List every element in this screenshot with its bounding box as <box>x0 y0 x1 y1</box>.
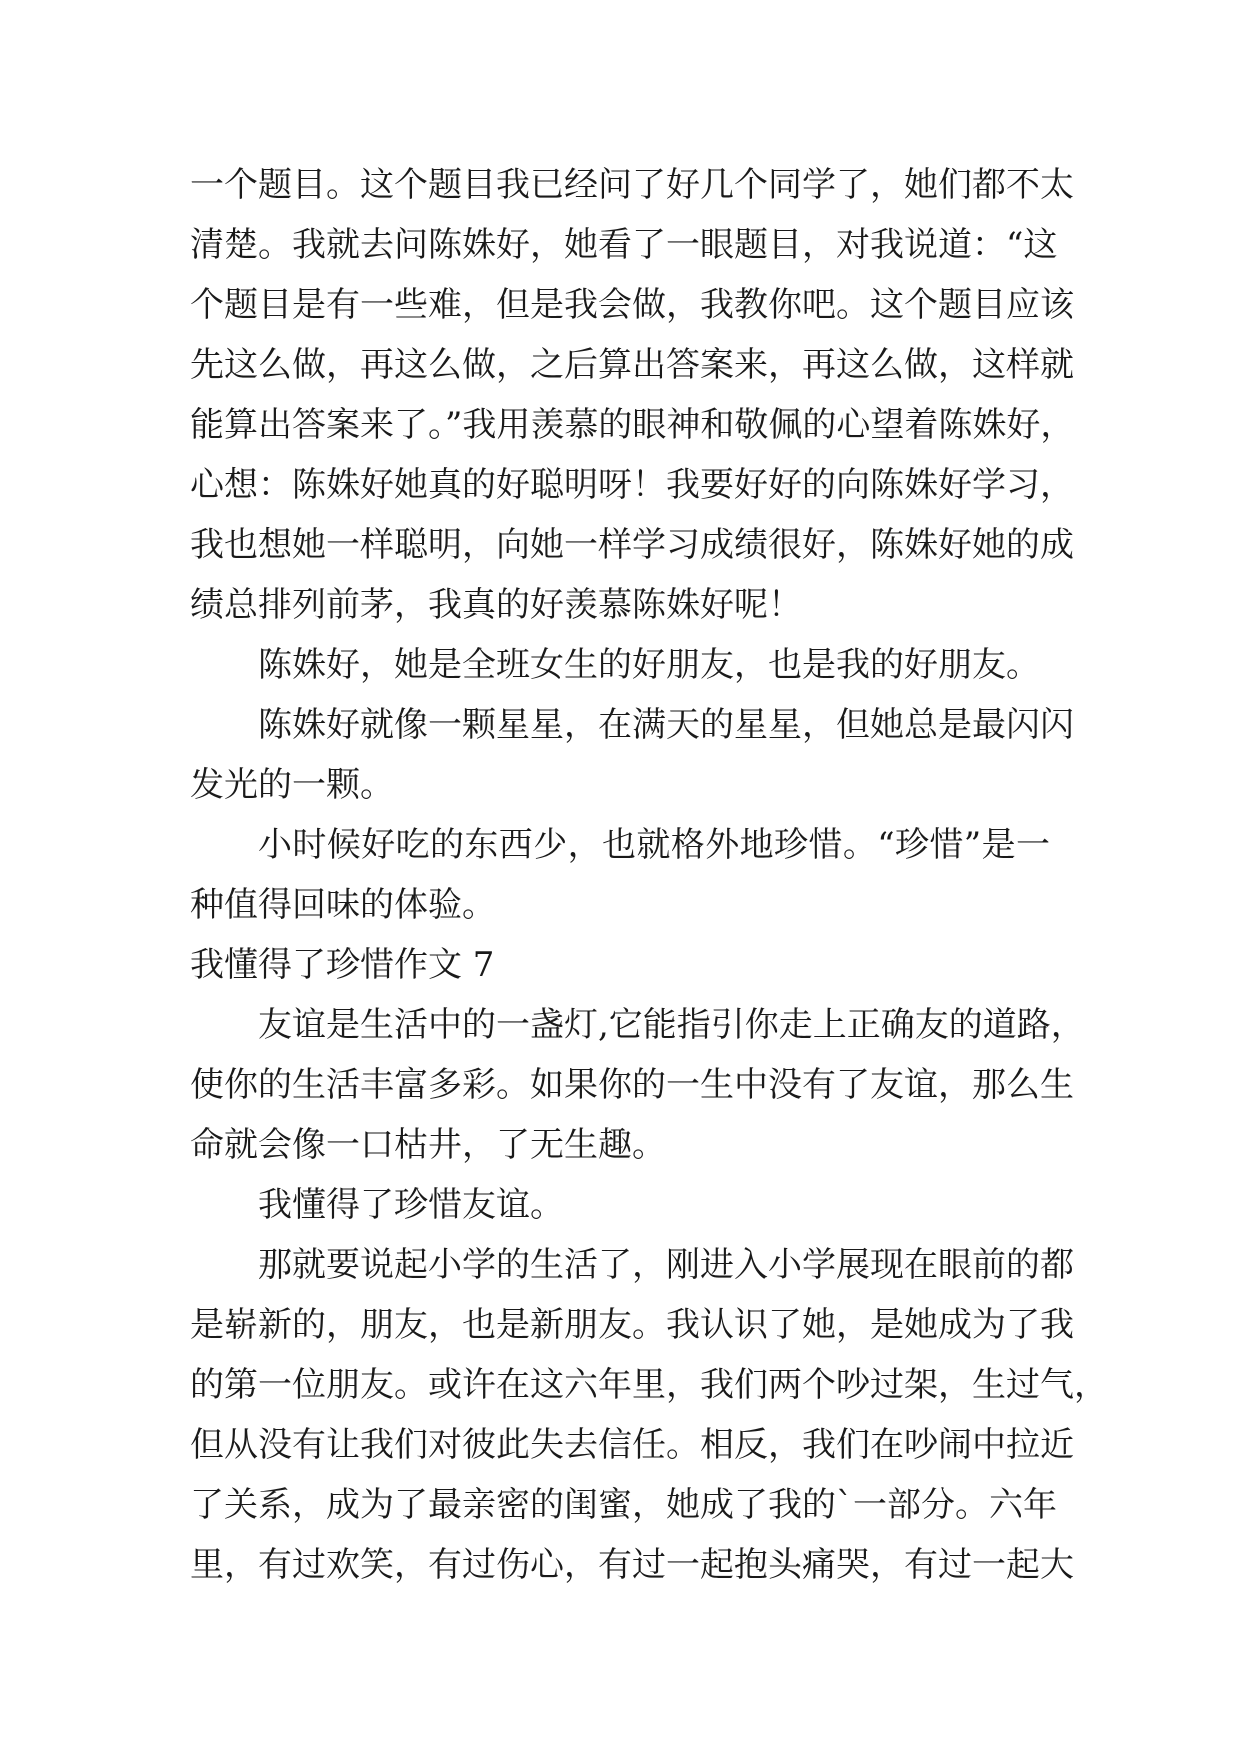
paragraph-line: 陈姝好就像一颗星星，在满天的星星，但她总是最闪闪 <box>258 705 1074 745</box>
text-line: 种值得回味的体验。 <box>190 885 496 925</box>
text-line: 了关系，成为了最亲密的闺蜜，她成了我的`一部分。六年 <box>190 1485 1057 1525</box>
text-line: 使你的生活丰富多彩。如果你的一生中没有了友谊，那么生 <box>190 1065 1074 1105</box>
text-line: 绩总排列前茅，我真的好羡慕陈姝好呢！ <box>190 585 802 625</box>
paragraph-line: 小时候好吃的东西少，也就格外地珍惜。“珍惜”是一 <box>258 825 1050 865</box>
text-line: 是崭新的，朋友，也是新朋友。我认识了她，是她成为了我 <box>190 1305 1074 1345</box>
text-line: 我也想她一样聪明，向她一样学习成绩很好，陈姝好她的成 <box>190 525 1074 565</box>
text-line: 个题目是有一些难，但是我会做，我教你吧。这个题目应该 <box>190 285 1074 325</box>
text-line: 清楚。我就去问陈姝好，她看了一眼题目，对我说道：“这 <box>190 225 1058 265</box>
paragraph-line: 我懂得了珍惜友谊。 <box>258 1185 564 1225</box>
text-line: 里，有过欢笑，有过伤心，有过一起抱头痛哭，有过一起大 <box>190 1545 1074 1585</box>
text-line: 但从没有让我们对彼此失去信任。相反，我们在吵闹中拉近 <box>190 1425 1074 1465</box>
text-line: 能算出答案来了。”我用羡慕的眼神和敬佩的心望着陈姝好， <box>190 405 1075 445</box>
section-heading: 我懂得了珍惜作文 7 <box>190 945 495 985</box>
text-line: 发光的一颗。 <box>190 765 394 805</box>
paragraph-line: 陈姝好，她是全班女生的好朋友，也是我的好朋友。 <box>258 645 1040 685</box>
paragraph-line: 友谊是生活中的一盏灯,它能指引你走上正确友的道路， <box>258 1005 1085 1045</box>
text-line: 的第一位朋友。或许在这六年里，我们两个吵过架，生过气， <box>190 1365 1108 1405</box>
text-line: 心想：陈姝好她真的好聪明呀！我要好好的向陈姝好学习， <box>190 465 1074 505</box>
text-line: 一个题目。这个题目我已经问了好几个同学了，她们都不太 <box>190 165 1074 205</box>
text-line: 先这么做，再这么做，之后算出答案来，再这么做，这样就 <box>190 345 1074 385</box>
paragraph-line: 那就要说起小学的生活了，刚进入小学展现在眼前的都 <box>258 1245 1074 1285</box>
document-page <box>190 155 1108 1595</box>
text-line: 命就会像一口枯井，了无生趣。 <box>190 1125 666 1165</box>
